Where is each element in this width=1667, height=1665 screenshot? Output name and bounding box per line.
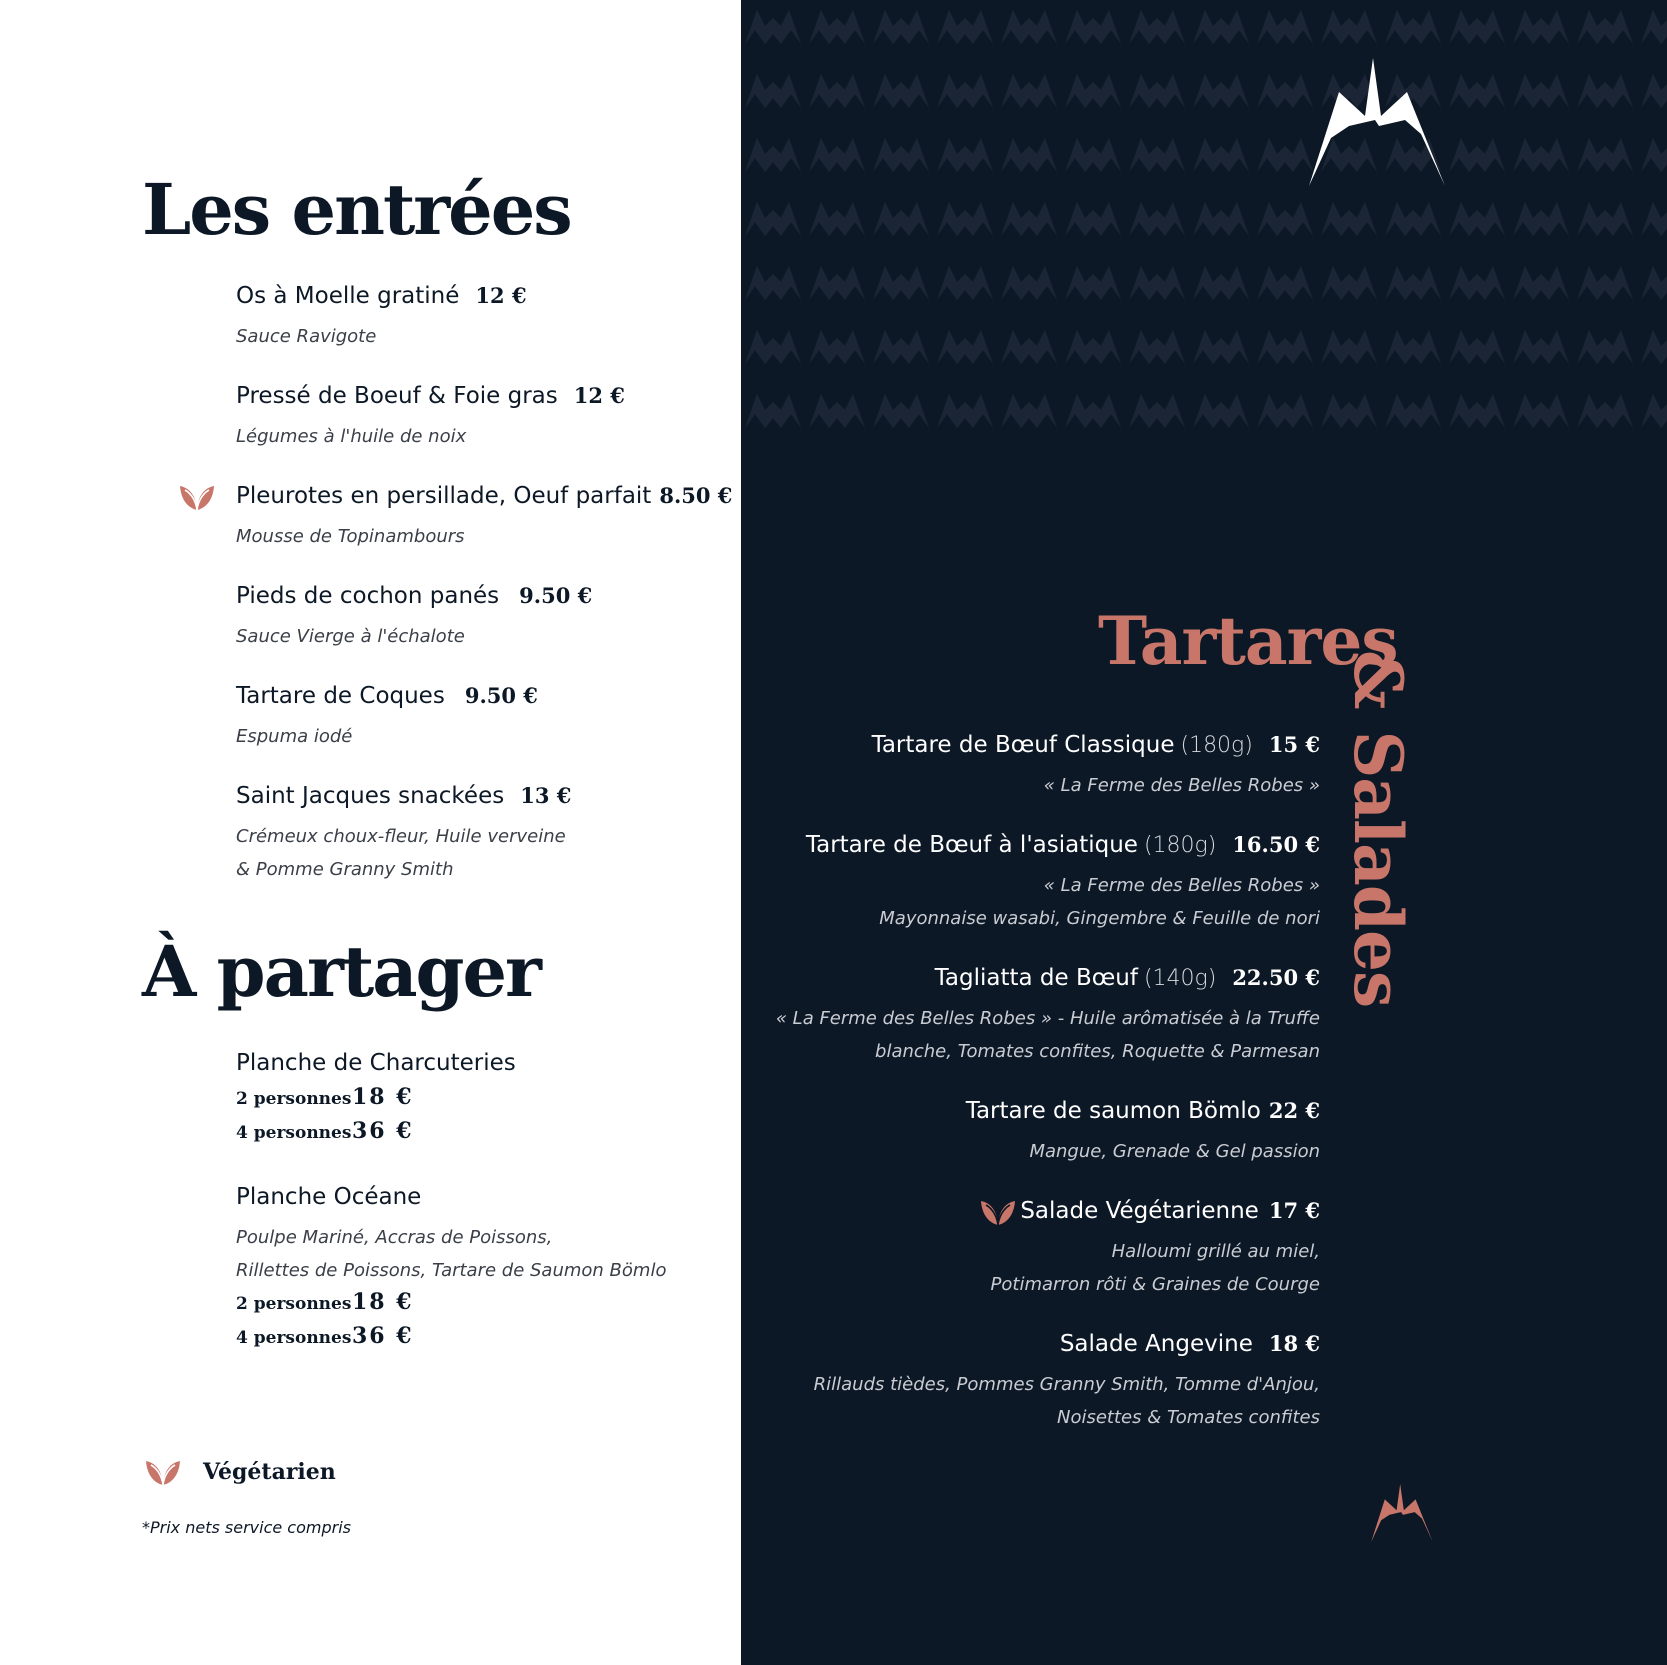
item-description: Halloumi grillé au miel, Potimarron rôti & Graines de Courge <box>990 1241 1320 1295</box>
item-description: Sauce Ravigote <box>236 326 377 347</box>
menu-item <box>236 283 736 353</box>
item-price: 9.50 € <box>464 683 538 708</box>
item-name: Tagliatta de Bœuf <box>934 965 1138 991</box>
menu-item <box>236 1184 736 1357</box>
decorative-pattern <box>741 0 1667 430</box>
item-description: Poulpe Mariné, Accras de Poissons, Rillettes de Poissons, Tartare de Saumon Bömlo <box>236 1227 667 1281</box>
item-name: Saint Jacques snackées <box>236 783 505 809</box>
leaf-icon <box>178 482 216 512</box>
left-panel <box>0 0 741 1665</box>
item-description: « La Ferme des Belles Robes » - Huile arômatisée à la Truffe blanche, Tomates confites, Roquette & Parmesan <box>775 1008 1320 1062</box>
item-name: Os à Moelle gratiné <box>236 283 460 309</box>
item-description: Crémeux choux-fleur, Huile verveine & Pomme Granny Smith <box>236 826 566 880</box>
menu-item <box>760 732 1320 802</box>
tartares-title: Tartares <box>1098 602 1398 680</box>
item-name: Tartare de Bœuf Classique <box>871 732 1175 758</box>
item-price: 22.50 € <box>1232 965 1320 990</box>
mountain-logo <box>1309 58 1445 186</box>
portion-option: 2 personnes 18 € <box>236 1289 414 1315</box>
item-description: Mangue, Grenade & Gel passion <box>1029 1141 1320 1162</box>
item-price: 9.50 € <box>519 583 593 608</box>
item-price: 13 € <box>520 783 572 808</box>
menu-item <box>236 483 736 553</box>
item-description: Mousse de Topinambours <box>236 526 465 547</box>
portion-options <box>236 1084 736 1152</box>
item-weight: (180g) <box>1143 833 1217 858</box>
item-description: Légumes à l'huile de noix <box>236 426 467 447</box>
item-price: 17 € <box>1268 1198 1320 1223</box>
menu-item <box>236 1050 736 1152</box>
portion-option: 2 personnes 18 € <box>236 1084 414 1110</box>
item-name: Tartare de Coques <box>236 683 445 709</box>
item-name: Tartare de Bœuf à l'asiatique <box>805 832 1138 858</box>
item-price: 12 € <box>475 283 527 308</box>
item-description: Rillauds tièdes, Pommes Granny Smith, Tomme d'Anjou, Noisettes & Tomates confites <box>813 1374 1320 1428</box>
item-price: 15 € <box>1268 732 1320 757</box>
menu-item <box>741 1331 1320 1434</box>
footnote: *Prix nets service compris <box>142 1518 351 1537</box>
mountain-logo <box>1371 1484 1433 1542</box>
menu-item <box>236 383 736 453</box>
item-price: 22 € <box>1268 1098 1320 1123</box>
menu-item <box>741 832 1320 935</box>
menu-item <box>236 783 736 886</box>
item-description: « La Ferme des Belles Robes » <box>1043 775 1320 796</box>
menu-item <box>236 583 736 653</box>
right-panel <box>741 0 1667 1665</box>
partager-title: À partager <box>142 930 540 1013</box>
item-price: 12 € <box>573 383 625 408</box>
item-name: Salade Végétarienne <box>1020 1198 1259 1224</box>
item-weight: (180g) <box>1180 733 1253 758</box>
item-description: « La Ferme des Belles Robes » Mayonnaise wasabi, Gingembre & Feuille de nori <box>879 875 1320 929</box>
item-description: Espuma iodé <box>236 726 353 747</box>
item-name: Planche Océane <box>236 1184 422 1210</box>
item-name: Pressé de Boeuf & Foie gras <box>236 383 558 409</box>
entrees-title: Les entrées <box>142 168 571 251</box>
item-price: 8.50 € <box>659 483 733 508</box>
portion-options <box>236 1289 736 1357</box>
item-name: Salade Angevine <box>1059 1331 1253 1357</box>
item-price: 16.50 € <box>1232 832 1320 857</box>
menu-item <box>236 683 736 753</box>
portion-option: 4 personnes 36 € <box>236 1323 414 1349</box>
portion-option: 4 personnes 36 € <box>236 1118 414 1144</box>
item-description: Sauce Vierge à l'échalote <box>236 626 465 647</box>
salades-title: & Salades <box>1339 650 1417 1008</box>
leaf-icon <box>144 1457 182 1487</box>
item-name: Pleurotes en persillade, Oeuf parfait <box>236 483 652 509</box>
menu-item <box>741 965 1320 1068</box>
item-name: Pieds de cochon panés <box>236 583 500 609</box>
menu-item <box>760 1198 1320 1301</box>
menu-item <box>760 1098 1320 1168</box>
item-name: Tartare de saumon Bömlo <box>965 1098 1261 1124</box>
item-name: Planche de Charcuteries <box>236 1050 516 1076</box>
item-price: 18 € <box>1268 1331 1320 1356</box>
vegetarian-legend-label: Végétarien <box>203 1459 336 1485</box>
item-weight: (140g) <box>1143 966 1217 991</box>
